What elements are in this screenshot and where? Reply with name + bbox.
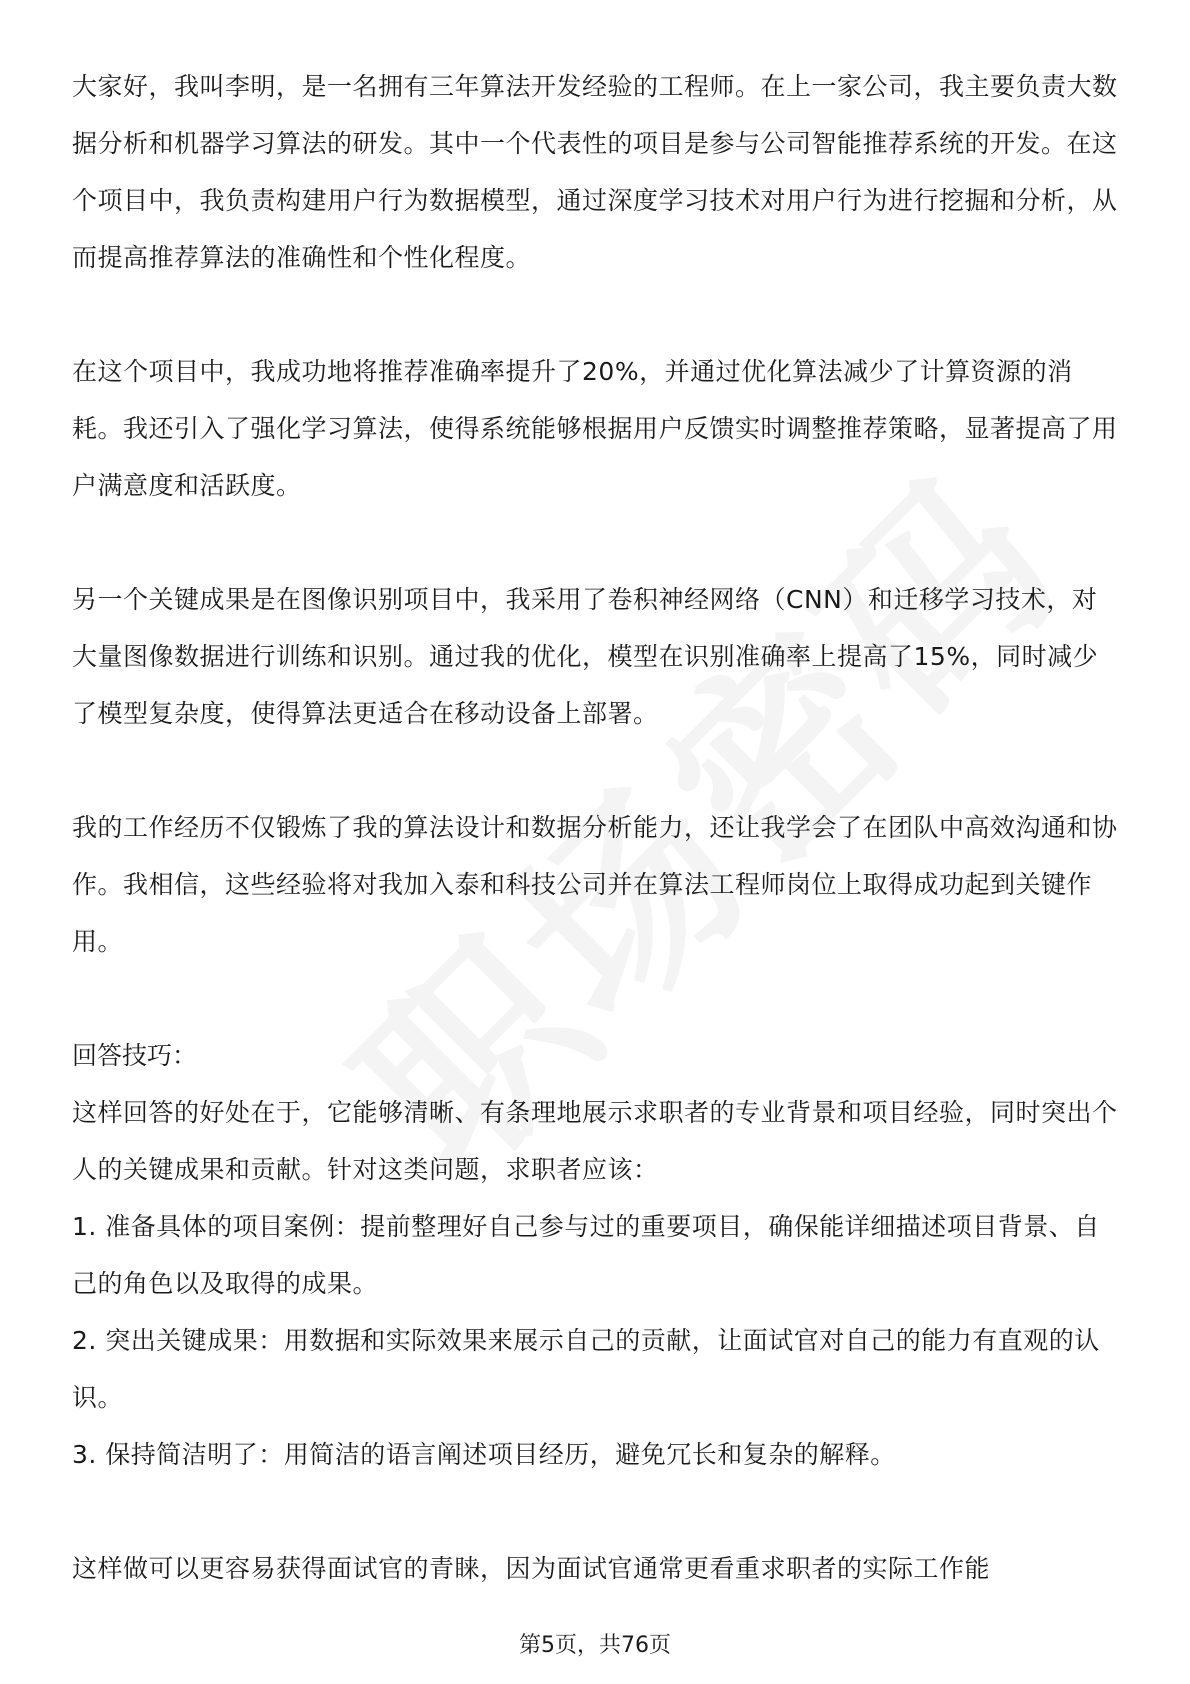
paragraph-conclusion: 我的工作经历不仅锻炼了我的算法设计和数据分析能力，还让我学会了在团队中高效沟通和协作。我相信，这些经验将对我加入泰和科技公司并在算法工程师岗位上取得成功起到关键作用。 bbox=[72, 813, 1118, 956]
tips-item-2: 2. 突出关键成果：用数据和实际效果来展示自己的贡献，让面试官对自己的能力有直观的认识。 bbox=[72, 1326, 1100, 1412]
tips-item-3: 3. 保持简洁明了：用简洁的语言阐述项目经历，避免冗长和复杂的解释。 bbox=[72, 1440, 896, 1469]
paragraph-gap bbox=[72, 514, 1122, 571]
tips-item-1: 1. 准备具体的项目案例：提前整理好自己参与过的重要项目，确保能详细描述项目背景、自己的角色以及取得的成果。 bbox=[72, 1212, 1100, 1298]
paragraph-image-recognition: 另一个关键成果是在图像识别项目中，我采用了卷积神经网络（CNN）和迁移学习技术，对大量图像数据进行训练和识别。通过我的优化，模型在识别准确率上提高了15%，同时减少了模型复杂度，使得算法更适合在移动设备上部署。 bbox=[72, 585, 1099, 728]
paragraph-intro: 大家好，我叫李明，是一名拥有三年算法开发经验的工程师。在上一家公司，我主要负责大数据分析和机器学习算法的研发。其中一个代表性的项目是参与公司智能推荐系统的开发。在这个项目中，我负责构建用户行为数据模型，通过深度学习技术对用户行为进行挖掘和分析，从而提高推荐算法的准确性和个性化程度。 bbox=[72, 72, 1118, 272]
tips-heading: 回答技巧： bbox=[72, 1041, 198, 1070]
paragraph-gap bbox=[72, 970, 1122, 1027]
paragraph-recommendation-results: 在这个项目中，我成功地将推荐准确率提升了20%，并通过优化算法减少了计算资源的消耗。我还引入了强化学习算法，使得系统能够根据用户反馈实时调整推荐策略，显著提高了用户满意度和活跃度。 bbox=[72, 357, 1118, 500]
paragraph-gap bbox=[72, 742, 1122, 799]
tips-closing: 这样做可以更容易获得面试官的青睐，因为面试官通常更看重求职者的实际工作能 bbox=[72, 1554, 991, 1583]
paragraph-gap bbox=[72, 1483, 1122, 1540]
tips-intro: 这样回答的好处在于，它能够清晰、有条理地展示求职者的专业背景和项目经验，同时突出个人的关键成果和贡献。针对这类问题，求职者应该： bbox=[72, 1098, 1118, 1184]
page-number: 第5页，共76页 bbox=[519, 1633, 671, 1658]
document-body bbox=[72, 58, 1122, 1597]
paragraph-gap bbox=[72, 286, 1122, 343]
